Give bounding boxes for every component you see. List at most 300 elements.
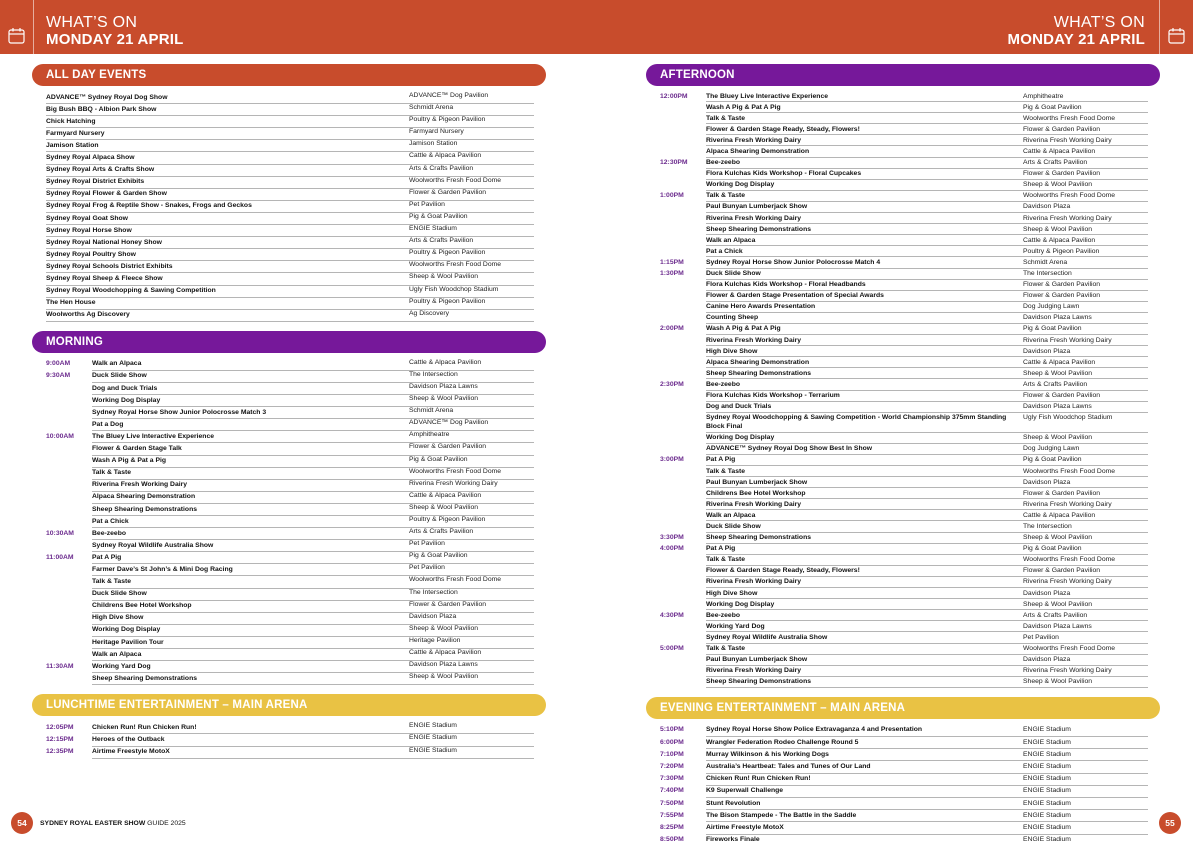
page-header xyxy=(0,0,1193,54)
event-name: Pat a Chick xyxy=(92,517,129,525)
event-name: Paul Bunyan Lumberjack Show xyxy=(706,656,808,664)
event-name: Duck Slide Show xyxy=(92,372,147,380)
schedule-row xyxy=(32,116,546,128)
footer-left xyxy=(11,812,186,834)
event-venue: Woolworths Fresh Food Dome xyxy=(409,261,502,269)
schedule-row xyxy=(32,673,546,685)
event-time: 3:30PM xyxy=(660,534,684,542)
event-name: Alpaca Shearing Demonstration xyxy=(92,493,196,501)
schedule-row xyxy=(32,540,546,552)
schedule-row xyxy=(32,371,546,383)
event-venue: Arts & Crafts Pavilion xyxy=(1023,611,1088,619)
schedule-row xyxy=(646,455,1160,466)
schedule-row xyxy=(646,402,1160,413)
event-venue: Flower & Garden Pavilion xyxy=(1023,170,1101,178)
event-venue: Arts & Crafts Pavilion xyxy=(1023,159,1088,167)
event-venue: ENGIE Stadium xyxy=(1023,811,1071,819)
schedule-row xyxy=(32,456,546,468)
page-number-badge: 55 xyxy=(1159,812,1181,834)
event-venue: Sheep & Wool Pavilion xyxy=(1023,369,1093,377)
event-venue: Cattle & Alpaca Pavilion xyxy=(409,649,482,657)
event-name: Riverina Fresh Working Dairy xyxy=(706,214,802,222)
header-icon-box-left xyxy=(0,0,34,54)
schedule-row xyxy=(646,737,1160,749)
event-venue: Cattle & Alpaca Pavilion xyxy=(409,358,482,366)
schedule-row xyxy=(646,158,1160,169)
event-name: Fireworks Finale xyxy=(706,836,760,843)
event-name: Pat A Pig xyxy=(706,545,736,553)
schedule-row xyxy=(32,165,546,177)
schedule-row xyxy=(646,146,1160,157)
event-name: Flower & Garden Stage Presentation of Special Awards xyxy=(706,292,884,300)
schedule-row xyxy=(646,444,1160,455)
event-venue: Pig & Goat Pavilion xyxy=(409,552,468,560)
event-venue: Davidson Plaza Lawns xyxy=(1023,403,1092,411)
event-venue: Ag Discovery xyxy=(409,309,450,317)
event-venue: Poultry & Pigeon Pavilion xyxy=(409,249,486,257)
event-time: 7:10PM xyxy=(660,750,684,758)
event-name: Pat a Dog xyxy=(92,420,124,428)
event-name: ADVANCE™ Sydney Royal Dog Show Best In Show xyxy=(706,445,873,453)
event-name: Chick Hatching xyxy=(46,117,96,125)
event-name: Chicken Run! Run Chicken Run! xyxy=(706,775,811,783)
schedule-row xyxy=(32,419,546,431)
schedule-row xyxy=(32,504,546,516)
event-venue: Woolworths Fresh Food Dome xyxy=(409,576,502,584)
schedule-row xyxy=(646,235,1160,246)
event-name: Working Yard Dog xyxy=(92,662,151,670)
schedule-row xyxy=(646,180,1160,191)
event-time: 7:50PM xyxy=(660,799,684,807)
schedule-row xyxy=(646,113,1160,124)
schedule-row xyxy=(32,225,546,237)
schedule-row xyxy=(32,128,546,140)
event-venue: Riverina Fresh Working Dairy xyxy=(1023,578,1112,586)
event-venue: ADVANCE™ Dog Pavilion xyxy=(409,419,489,427)
event-name: Sydney Royal Poultry Show xyxy=(46,250,136,258)
event-venue: Schmidt Arena xyxy=(1023,258,1068,266)
event-venue: Pig & Goat Pavilion xyxy=(1023,545,1082,553)
event-venue: Riverina Fresh Working Dairy xyxy=(1023,214,1112,222)
page-number-badge: 54 xyxy=(11,812,33,834)
event-venue: Poultry & Pigeon Pavilion xyxy=(409,116,486,124)
event-name: Sheep Shearing Demonstrations xyxy=(92,674,197,682)
section-header-all-day: ALL DAY EVENTS xyxy=(32,64,546,86)
left-page-column xyxy=(32,64,546,768)
event-name: Sydney Royal Flower & Garden Show xyxy=(46,190,167,198)
schedule-row xyxy=(646,124,1160,135)
event-name: Talk & Taste xyxy=(92,469,132,477)
event-venue: Riverina Fresh Working Dairy xyxy=(1023,667,1112,675)
event-venue: Davidson Plaza xyxy=(1023,589,1071,597)
event-name: Talk & Taste xyxy=(706,556,746,564)
event-name: Paul Bunyan Lumberjack Show xyxy=(706,478,808,486)
schedule-row xyxy=(32,177,546,189)
schedule-row xyxy=(646,666,1160,677)
schedule-row xyxy=(646,466,1160,477)
event-name: Working Yard Dog xyxy=(706,622,765,630)
schedule-row xyxy=(646,313,1160,324)
event-name: Pat A Pig xyxy=(706,456,736,464)
event-name: Riverina Fresh Working Dairy xyxy=(706,578,802,586)
event-name: Sydney Royal Horse Show Junior Polocrosse Match 4 xyxy=(706,258,881,266)
schedule-row xyxy=(646,302,1160,313)
event-venue: Pet Pavilion xyxy=(409,540,445,548)
event-name: Bee-zeebo xyxy=(92,529,126,537)
event-venue: Pig & Goat Pavilion xyxy=(409,455,468,463)
event-venue: Heritage Pavilion xyxy=(409,636,461,644)
event-venue: Schmidt Arena xyxy=(409,104,454,112)
event-name: Walk an Alpaca xyxy=(92,360,142,368)
schedule-row xyxy=(646,798,1160,810)
schedule-row xyxy=(646,102,1160,113)
header-title-left xyxy=(46,14,183,48)
row-divider xyxy=(706,687,1148,688)
schedule-row xyxy=(646,822,1160,834)
schedule-row xyxy=(32,273,546,285)
event-name: The Hen House xyxy=(46,299,96,307)
event-time: 2:30PM xyxy=(660,380,684,388)
event-venue: Cattle & Alpaca Pavilion xyxy=(1023,147,1096,155)
event-name: Sheep Shearing Demonstrations xyxy=(706,534,811,542)
event-venue: Cattle & Alpaca Pavilion xyxy=(1023,358,1096,366)
event-name: Working Dog Display xyxy=(92,626,161,634)
event-name: Sydney Royal Arts & Crafts Show xyxy=(46,166,155,174)
event-time: 11:00AM xyxy=(46,553,74,561)
event-venue: Davidson Plaza Lawns xyxy=(409,382,478,390)
schedule-row xyxy=(32,104,546,116)
schedule-row xyxy=(32,734,546,746)
all-day-events-list xyxy=(32,92,546,322)
event-name: Talk & Taste xyxy=(706,645,746,652)
schedule-row xyxy=(646,749,1160,761)
calendar-icon xyxy=(1168,27,1185,44)
schedule-row xyxy=(646,368,1160,379)
schedule-row xyxy=(32,140,546,152)
event-name: Childrens Bee Hotel Workshop xyxy=(92,602,192,610)
event-venue: Flower & Garden Pavilion xyxy=(1023,392,1101,400)
event-name: Flora Kulchas Kids Workshop - Floral Cupcakes xyxy=(706,170,862,178)
event-name: Walk an Alpaca xyxy=(706,511,756,519)
schedule-row xyxy=(32,564,546,576)
schedule-row xyxy=(646,335,1160,346)
event-name: Bee-zeebo xyxy=(706,159,740,167)
event-name: Sheep Shearing Demonstrations xyxy=(706,678,811,686)
schedule-row xyxy=(646,577,1160,588)
event-venue: Sheep & Wool Pavilion xyxy=(409,395,479,403)
schedule-row xyxy=(646,246,1160,257)
calendar-icon xyxy=(8,27,25,44)
event-venue: Davidson Plaza xyxy=(1023,203,1071,211)
schedule-row xyxy=(646,786,1160,798)
header-line2: MONDAY 21 APRIL xyxy=(46,31,184,48)
event-name: Woolworths Ag Discovery xyxy=(46,311,130,319)
event-venue: Sheep & Wool Pavilion xyxy=(1023,225,1093,233)
event-venue: Woolworths Fresh Food Dome xyxy=(1023,645,1116,652)
event-time: 5:10PM xyxy=(660,726,684,734)
event-name: Counting Sheep xyxy=(706,314,759,322)
event-name: The Bison Stampede - The Battle in the Saddle xyxy=(706,811,857,819)
event-time: 12:15PM xyxy=(46,736,74,743)
event-name: Murray Wilkinson & his Working Dogs xyxy=(706,750,829,758)
event-time: 9:00AM xyxy=(46,360,71,368)
schedule-row xyxy=(32,92,546,104)
event-name: Sheep Shearing Demonstrations xyxy=(92,505,197,513)
event-venue: Pet Pavilion xyxy=(409,200,445,208)
row-divider xyxy=(46,321,534,322)
event-name: Heroes of the Outback xyxy=(92,736,165,743)
event-venue: Cattle & Alpaca Pavilion xyxy=(1023,511,1096,519)
schedule-row xyxy=(32,261,546,273)
event-name: Flower & Garden Stage Talk xyxy=(92,445,182,453)
schedule-row xyxy=(32,637,546,649)
event-venue: Sheep & Wool Pavilion xyxy=(1023,434,1093,442)
schedule-row xyxy=(646,810,1160,822)
event-name: Bee-zeebo xyxy=(706,380,740,388)
event-name: Big Bush BBQ - Albion Park Show xyxy=(46,105,157,113)
schedule-row xyxy=(646,269,1160,280)
schedule-row xyxy=(646,774,1160,786)
event-venue: Arts & Crafts Pavilion xyxy=(409,164,474,172)
schedule-row xyxy=(32,625,546,637)
schedule-row xyxy=(32,286,546,298)
event-name: Pat A Pig xyxy=(92,553,122,561)
schedule-row xyxy=(646,544,1160,555)
event-time: 12:30PM xyxy=(660,159,688,167)
event-venue: Pig & Goat Pavilion xyxy=(1023,325,1082,333)
schedule-row xyxy=(32,407,546,419)
event-name: Working Dog Display xyxy=(706,600,775,608)
schedule-row xyxy=(646,391,1160,402)
event-name: High Dive Show xyxy=(706,589,758,597)
event-time: 9:30AM xyxy=(46,372,71,380)
event-venue: The Intersection xyxy=(409,370,458,378)
schedule-row xyxy=(32,383,546,395)
event-name: ADVANCE™ Sydney Royal Dog Show xyxy=(46,93,168,101)
event-venue: Davidson Plaza Lawns xyxy=(1023,622,1092,630)
section-header-lunchtime: LUNCHTIME ENTERTAINMENT – MAIN ARENA xyxy=(32,694,546,716)
section-header-afternoon: AFTERNOON xyxy=(646,64,1160,86)
schedule-row xyxy=(32,249,546,261)
schedule-row xyxy=(32,443,546,455)
event-venue: Ugly Fish Woodchop Stadium xyxy=(1023,414,1113,422)
event-name: Sydney Royal Schools District Exhibits xyxy=(46,262,173,270)
event-name: Working Dog Display xyxy=(706,434,775,442)
event-name: Airtime Freestyle MotoX xyxy=(92,748,170,756)
event-time: 4:00PM xyxy=(660,545,684,553)
event-venue: Flower & Garden Pavilion xyxy=(1023,489,1101,497)
schedule-row xyxy=(32,298,546,310)
event-venue: Poultry & Pigeon Pavilion xyxy=(409,297,486,305)
schedule-row xyxy=(646,169,1160,180)
event-venue: ENGIE Stadium xyxy=(1023,823,1071,831)
event-venue: ENGIE Stadium xyxy=(1023,726,1071,734)
event-venue: ENGIE Stadium xyxy=(409,225,457,233)
schedule-row xyxy=(32,601,546,613)
event-venue: ENGIE Stadium xyxy=(1023,750,1071,758)
event-name: Sydney Royal Horse Show Police Extravaganza 4 and Presentation xyxy=(706,726,923,734)
event-name: Talk & Taste xyxy=(706,114,746,122)
right-page-column xyxy=(646,64,1160,843)
event-venue: Sheep & Wool Pavilion xyxy=(1023,600,1093,608)
schedule-row xyxy=(646,644,1160,655)
event-venue: Cattle & Alpaca Pavilion xyxy=(409,152,482,160)
schedule-row xyxy=(32,552,546,564)
schedule-row xyxy=(32,528,546,540)
schedule-row xyxy=(646,655,1160,666)
event-venue: Sheep & Wool Pavilion xyxy=(1023,534,1093,542)
event-venue: Woolworths Fresh Food Dome xyxy=(1023,192,1116,200)
schedule-row xyxy=(646,202,1160,213)
event-name: Talk & Taste xyxy=(706,467,746,475)
schedule-row xyxy=(646,632,1160,643)
event-venue: Amphitheatre xyxy=(1023,92,1064,100)
event-venue: Davidson Plaza xyxy=(1023,478,1071,486)
event-name: Sydney Royal Wildlife Australia Show xyxy=(92,541,214,549)
schedule-row xyxy=(646,191,1160,202)
event-venue: ENGIE Stadium xyxy=(1023,738,1071,746)
event-name: Wash A Pig & Pat A Pig xyxy=(706,325,781,333)
event-venue: Woolworths Fresh Food Dome xyxy=(1023,556,1116,564)
schedule-row xyxy=(646,835,1160,843)
event-venue: Sheep & Wool Pavilion xyxy=(1023,678,1093,686)
schedule-row xyxy=(646,555,1160,566)
schedule-row xyxy=(646,346,1160,357)
schedule-row xyxy=(32,468,546,480)
event-time: 7:30PM xyxy=(660,775,684,783)
schedule-row xyxy=(32,359,546,371)
event-name: Riverina Fresh Working Dairy xyxy=(706,500,802,508)
event-venue: Jamison Station xyxy=(409,140,458,148)
event-name: Airtime Freestyle MotoX xyxy=(706,823,784,831)
event-name: Australia’s Heartbeat: Tales and Tunes of Our Land xyxy=(706,763,871,771)
schedule-row xyxy=(32,613,546,625)
event-name: Sydney Royal Horse Show xyxy=(46,226,132,234)
schedule-row xyxy=(646,566,1160,577)
event-venue: ENGIE Stadium xyxy=(1023,799,1071,807)
event-time: 1:30PM xyxy=(660,270,684,277)
schedule-row xyxy=(646,677,1160,688)
event-name: Sheep Shearing Demonstrations xyxy=(706,369,811,377)
event-venue: Davidson Plaza xyxy=(1023,347,1071,355)
event-name: Talk & Taste xyxy=(706,192,746,200)
event-venue: Arts & Crafts Pavilion xyxy=(409,237,474,245)
schedule-row xyxy=(646,521,1160,532)
event-venue: Cattle & Alpaca Pavilion xyxy=(409,491,482,499)
header-line1: WHAT’S ON xyxy=(1053,14,1145,31)
event-name: Alpaca Shearing Demonstration xyxy=(706,358,810,366)
schedule-row xyxy=(646,488,1160,499)
event-name: K9 Superwall Challenge xyxy=(706,787,784,795)
event-venue: Riverina Fresh Working Dairy xyxy=(1023,336,1112,344)
event-venue: Poultry & Pigeon Pavilion xyxy=(1023,247,1100,255)
schedule-row xyxy=(32,189,546,201)
event-time: 8:50PM xyxy=(660,836,684,843)
event-name: Canine Hero Awards Presentation xyxy=(706,303,816,311)
schedule-row xyxy=(646,499,1160,510)
event-name: Flower & Garden Stage Ready, Steady, Flowers! xyxy=(706,125,860,133)
header-line1: WHAT’S ON xyxy=(46,14,138,31)
event-name: Working Dog Display xyxy=(92,396,161,404)
event-time: 7:20PM xyxy=(660,763,684,771)
event-venue: Flower & Garden Pavilion xyxy=(1023,567,1101,575)
schedule-row xyxy=(32,661,546,673)
event-name: Sydney Royal Wildlife Australia Show xyxy=(706,633,828,641)
event-venue: The Intersection xyxy=(1023,522,1072,530)
event-venue: Riverina Fresh Working Dairy xyxy=(1023,136,1112,144)
event-venue: Riverina Fresh Working Dairy xyxy=(1023,500,1112,508)
schedule-row xyxy=(646,599,1160,610)
event-time: 3:00PM xyxy=(660,456,684,464)
event-venue: Woolworths Fresh Food Dome xyxy=(1023,467,1116,475)
schedule-row xyxy=(32,722,546,734)
schedule-row xyxy=(646,324,1160,335)
event-venue: Pet Pavilion xyxy=(1023,633,1059,641)
event-venue: ENGIE Stadium xyxy=(1023,787,1071,795)
event-name: Duck Slide Show xyxy=(706,522,761,530)
schedule-row xyxy=(32,589,546,601)
event-time: 7:55PM xyxy=(660,811,684,819)
afternoon-events-list xyxy=(646,91,1160,688)
event-time: 8:25PM xyxy=(660,823,684,831)
schedule-row xyxy=(646,357,1160,368)
schedule-row xyxy=(32,237,546,249)
event-name: Riverina Fresh Working Dairy xyxy=(92,481,188,489)
event-name: Pat a Chick xyxy=(706,247,743,255)
event-venue: Riverina Fresh Working Dairy xyxy=(409,479,498,487)
schedule-row xyxy=(32,431,546,443)
event-name: Working Dog Display xyxy=(706,181,775,189)
event-name: Flora Kulchas Kids Workshop - Terrarium xyxy=(706,392,840,400)
event-name: Wrangler Federation Rodeo Challenge Round 5 xyxy=(706,738,859,746)
event-venue: ENGIE Stadium xyxy=(409,722,457,730)
event-venue: Davidson Plaza Lawns xyxy=(1023,314,1092,322)
event-venue: Sheep & Wool Pavilion xyxy=(409,503,479,511)
event-venue: Ugly Fish Woodchop Stadium xyxy=(409,285,499,293)
schedule-row xyxy=(32,310,546,322)
schedule-row xyxy=(646,761,1160,773)
event-venue: ENGIE Stadium xyxy=(1023,836,1071,843)
event-name: Wash A Pig & Pat a Pig xyxy=(92,457,167,465)
event-venue: Davidson Plaza Lawns xyxy=(409,661,478,669)
schedule-row xyxy=(646,413,1160,433)
event-name: Dog and Duck Trials xyxy=(706,403,772,411)
schedule-row xyxy=(32,492,546,504)
event-name: Flora Kulchas Kids Workshop - Floral Headbands xyxy=(706,281,866,289)
row-divider xyxy=(92,758,534,759)
morning-events-list xyxy=(32,359,546,686)
event-time: 10:00AM xyxy=(46,432,74,440)
schedule-row xyxy=(646,135,1160,146)
schedule-row xyxy=(646,280,1160,291)
event-name: High Dive Show xyxy=(706,347,758,355)
event-time: 7:40PM xyxy=(660,787,684,795)
event-name: Sydney Royal National Honey Show xyxy=(46,238,162,246)
event-venue: Pig & Goat Pavilion xyxy=(1023,103,1082,111)
event-venue: Sheep & Wool Pavilion xyxy=(1023,181,1093,189)
event-name: The Bluey Live Interactive Experience xyxy=(92,432,215,440)
schedule-row xyxy=(32,152,546,164)
event-name: Alpaca Shearing Demonstration xyxy=(706,147,810,155)
event-name: Dog and Duck Trials xyxy=(92,384,158,392)
event-time: 6:00PM xyxy=(660,738,684,746)
event-time: 1:00PM xyxy=(660,192,684,200)
event-time: 4:30PM xyxy=(660,611,684,619)
event-name: Farmer Dave’s St John’s & Mini Dog Racing xyxy=(92,565,233,573)
schedule-row xyxy=(646,224,1160,235)
event-venue: The Intersection xyxy=(409,588,458,596)
footer-right xyxy=(1159,812,1181,834)
